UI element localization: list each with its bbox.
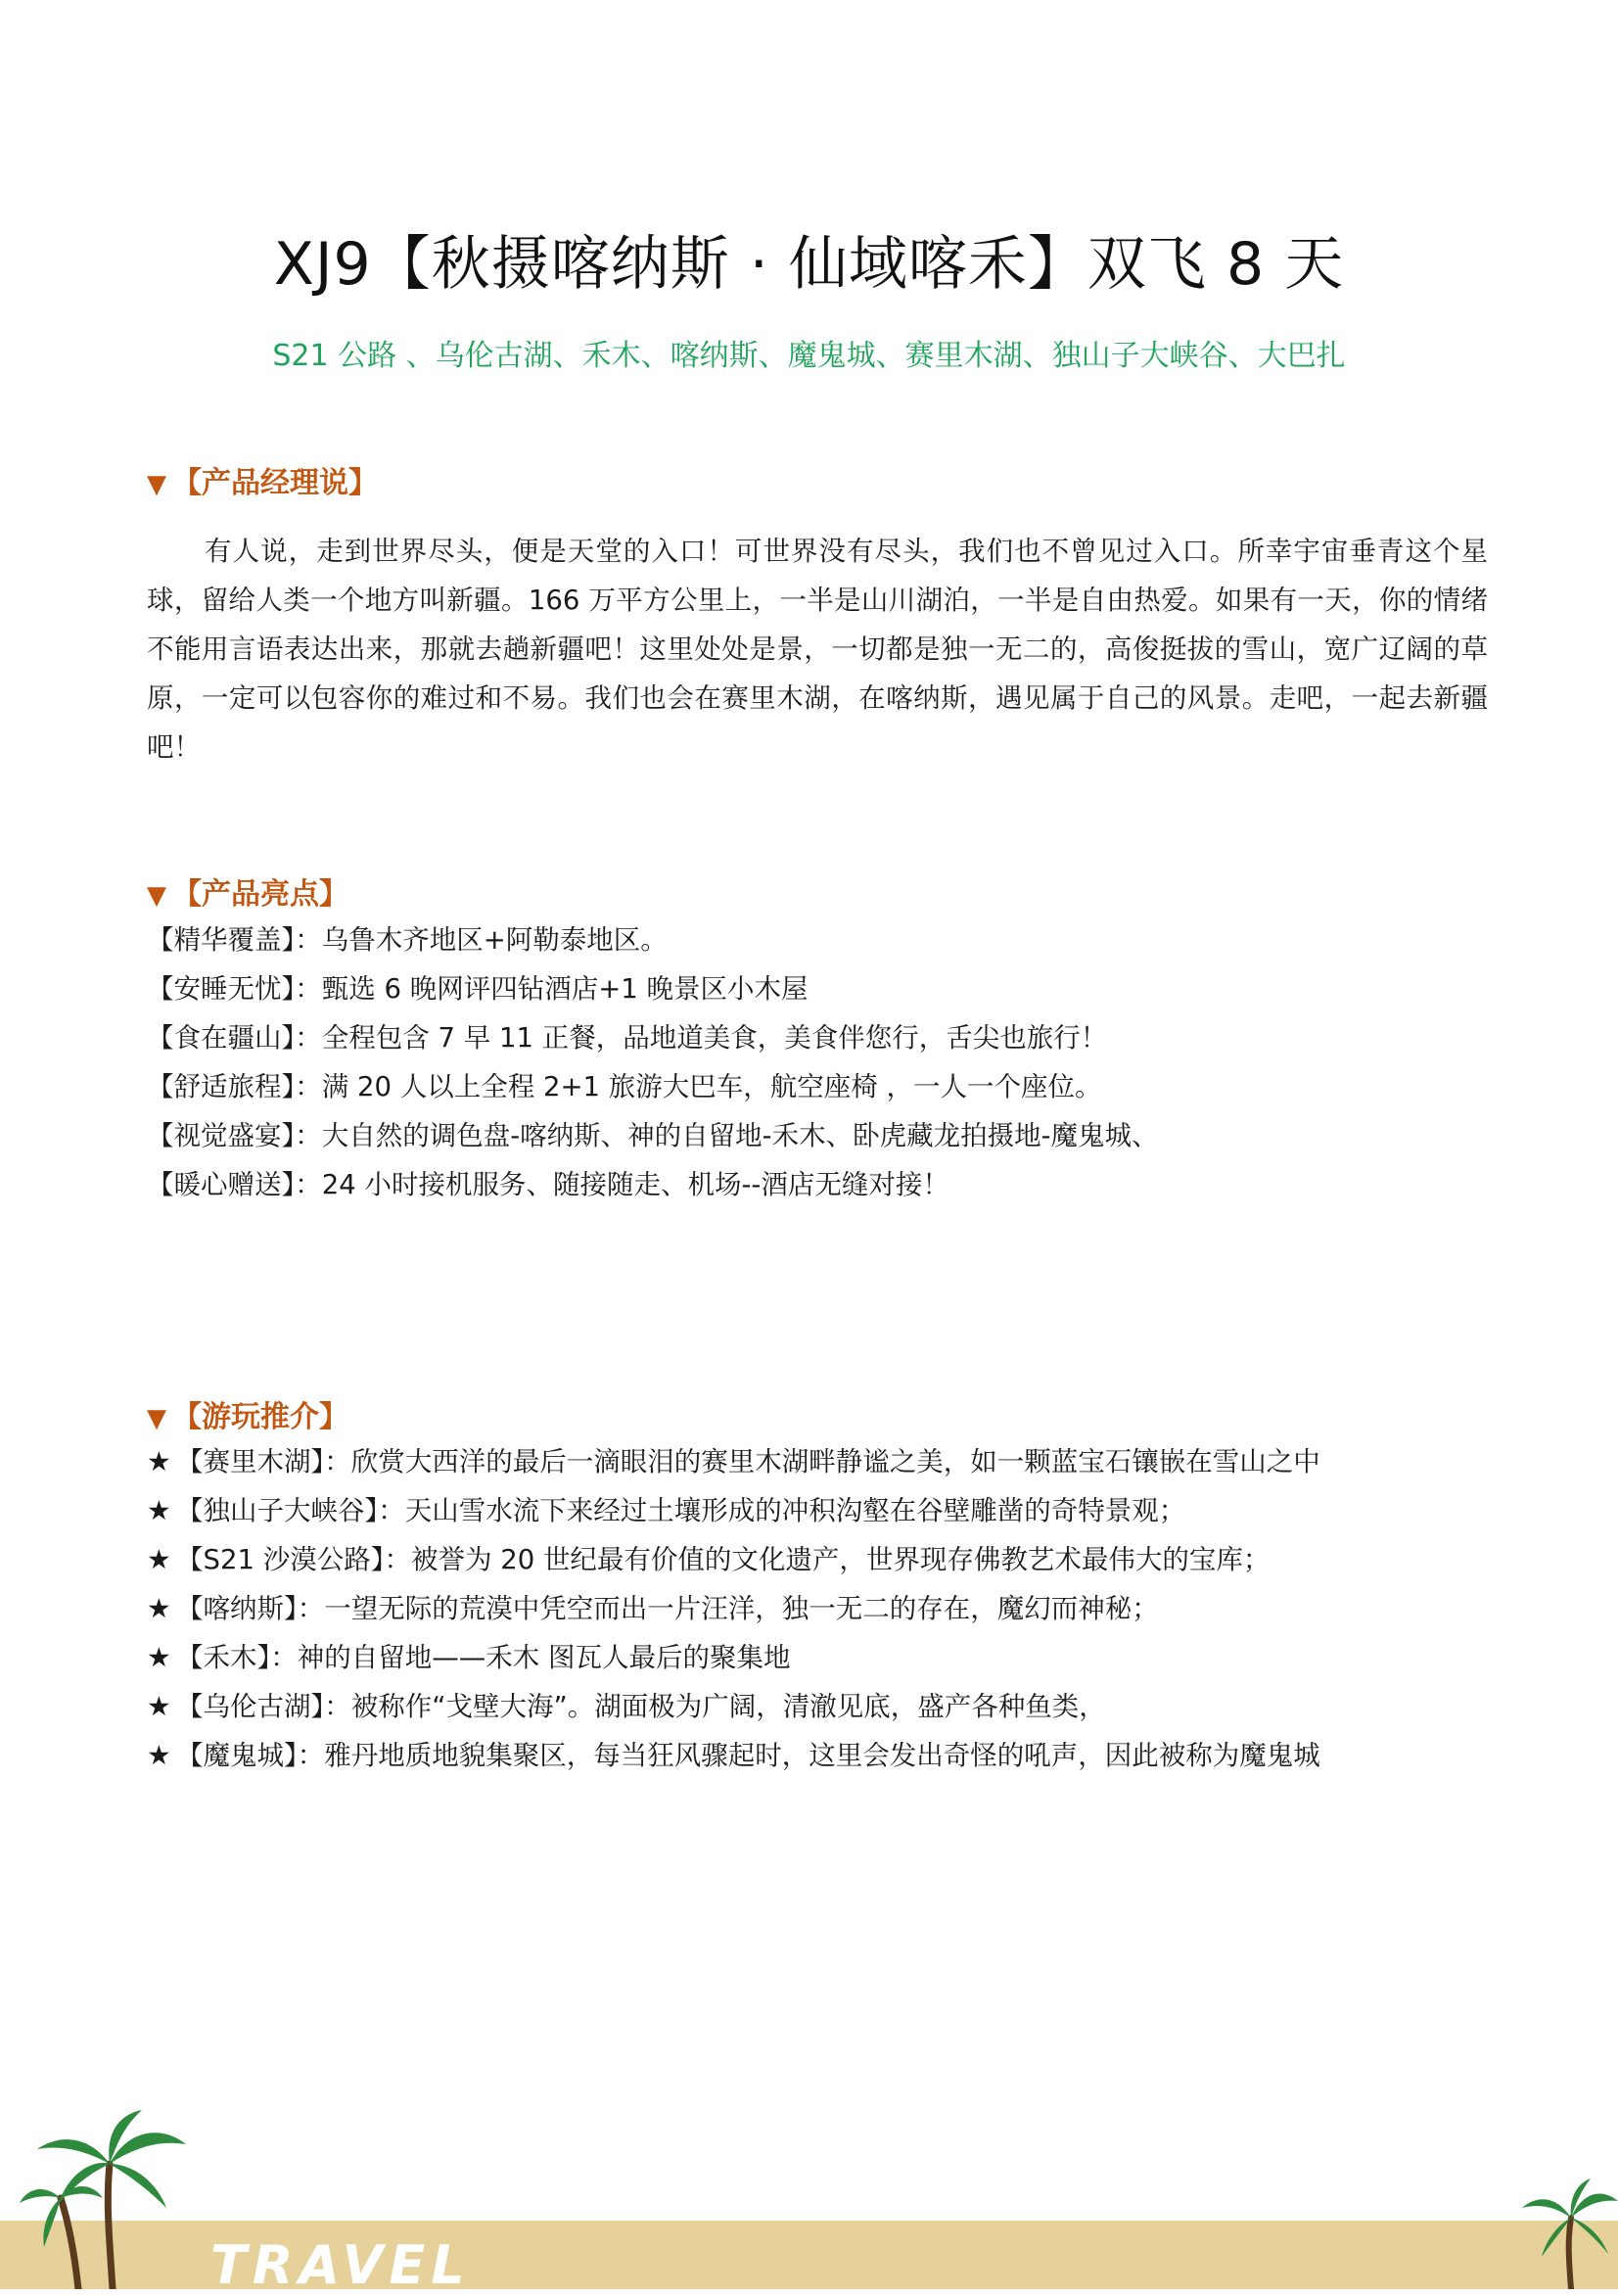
item-label: 【喀纳斯】： [176,1593,325,1624]
item-text: 被称作“戈壁大海”。湖面极为广阔，清澈见底，盛产各种鱼类， [350,1691,1106,1722]
item-label: 【舒适旅程】： [147,1071,322,1102]
item-text: 被誉为 20 世纪最有价值的文化遗产，世界现存佛教艺术最伟大的宝库； [410,1544,1271,1575]
list-item [147,1486,1320,1535]
item-text: 雅丹地质地貌集聚区，每当狂风骤起时，这里会发出奇怪的吼声，因此被称为魔鬼城 [324,1740,1320,1771]
item-label: 【安睡无忧】： [147,973,322,1005]
recommend-list [147,1437,1320,1780]
item-label: 【S21 沙漠公路】： [176,1544,411,1575]
item-text: 乌鲁木齐地区+阿勒泰地区。 [321,924,668,956]
list-item [147,1062,1159,1111]
item-text: 天山雪水流下来经过土壤形成的冲积沟壑在谷壁雕凿的奇特景观； [404,1495,1186,1526]
page-title: XJ9【秋摄喀纳斯 · 仙域喀禾】双飞 8 天 [273,230,1345,299]
list-item [147,1682,1320,1731]
list-item [147,1633,1320,1682]
star-icon: ★ [147,1740,171,1771]
triangle-down-icon: ▼ [147,470,166,499]
item-label: 【独山子大峡谷】： [176,1495,405,1526]
star-icon: ★ [147,1593,171,1624]
triangle-down-icon: ▼ [147,881,166,911]
item-text: 欣赏大西洋的最后一滴眼泪的赛里木湖畔静谧之美，如一颗蓝宝石镶嵌在雪山之中 [350,1446,1320,1477]
item-label: 【精华覆盖】： [147,924,322,956]
list-item [147,1535,1320,1584]
recommend-heading-text: 【游玩推介】 [172,1400,348,1434]
route-subtitle: S21 公路 、乌伦古湖、禾木、喀纳斯、魔鬼城、赛里木湖、独山子大峡谷、大巴扎 [272,339,1346,373]
list-item [147,964,1159,1013]
list-item [147,915,1159,964]
highlights-heading-text: 【产品亮点】 [172,877,348,912]
item-text: 神的自留地——禾木 图瓦人最后的聚集地 [297,1642,791,1673]
manager-paragraph [147,527,1488,772]
star-icon: ★ [147,1446,171,1477]
triangle-down-icon: ▼ [147,1404,166,1433]
star-icon: ★ [147,1642,171,1673]
list-item [147,1584,1320,1633]
list-item [147,1160,1159,1209]
item-label: 【禾木】： [176,1642,298,1673]
manager-section-heading [147,458,378,501]
travel-logo-text: TRAVEL [210,2234,471,2296]
palm-tree-right-icon [1522,2174,1618,2289]
item-text: 甄选 6 晚网评四钻酒店+1 晚景区小木屋 [321,973,809,1005]
highlights-section-heading [147,869,348,913]
item-label: 【乌伦古湖】： [176,1691,351,1722]
item-label: 【赛里木湖】： [176,1446,351,1477]
list-item [147,1731,1320,1780]
item-text: 24 小时接机服务、随接随走、机场--酒店无缝对接！ [321,1169,949,1200]
list-item [147,1437,1320,1486]
list-item [147,1013,1159,1062]
item-label: 【食在疆山】： [147,1022,322,1054]
star-icon: ★ [147,1495,171,1526]
highlights-list [147,915,1159,1209]
recommend-section-heading [147,1392,348,1435]
item-text: 满 20 人以上全程 2+1 旅游大巴车，航空座椅 ，一人一个座位。 [321,1071,1102,1102]
star-icon: ★ [147,1691,171,1722]
manager-heading-text: 【产品经理说】 [172,466,378,500]
item-text: 全程包含 7 早 11 正餐，品地道美食，美食伴您行，舌尖也旅行！ [321,1022,1108,1054]
item-label: 【暖心赠送】： [147,1169,322,1200]
item-label: 【魔鬼城】： [176,1740,325,1771]
palm-tree-left-icon [20,2105,196,2289]
list-item [147,1111,1159,1160]
item-label: 【视觉盛宴】： [147,1120,322,1151]
item-text: 一望无际的荒漠中凭空而出一片汪洋，独一无二的存在，魔幻而神秘； [324,1593,1159,1624]
star-icon: ★ [147,1544,171,1575]
item-text: 大自然的调色盘-喀纳斯、神的自留地-禾木、卧虎藏龙拍摄地-魔鬼城、 [321,1120,1159,1151]
manager-paragraph-text: 有人说，走到世界尽头，便是天堂的入口！可世界没有尽头，我们也不曾见过入口。所幸宇宙垂青这个星球，留给人类一个地方叫新疆。166 万平方公里上，一半是山川湖泊，一半是自由热爱。如果有一天，你的情绪不能用言语表达出来，那就去趟新疆吧！这里处处是景，一切都是独一无二的，高俊挺拔的雪山，宽广辽阔的草原，一定可以包容你的难过和不易。我们也会在赛里木湖，在喀纳斯，遇见属于自己的风景。走吧，一起去新疆吧！ [147,536,1488,763]
